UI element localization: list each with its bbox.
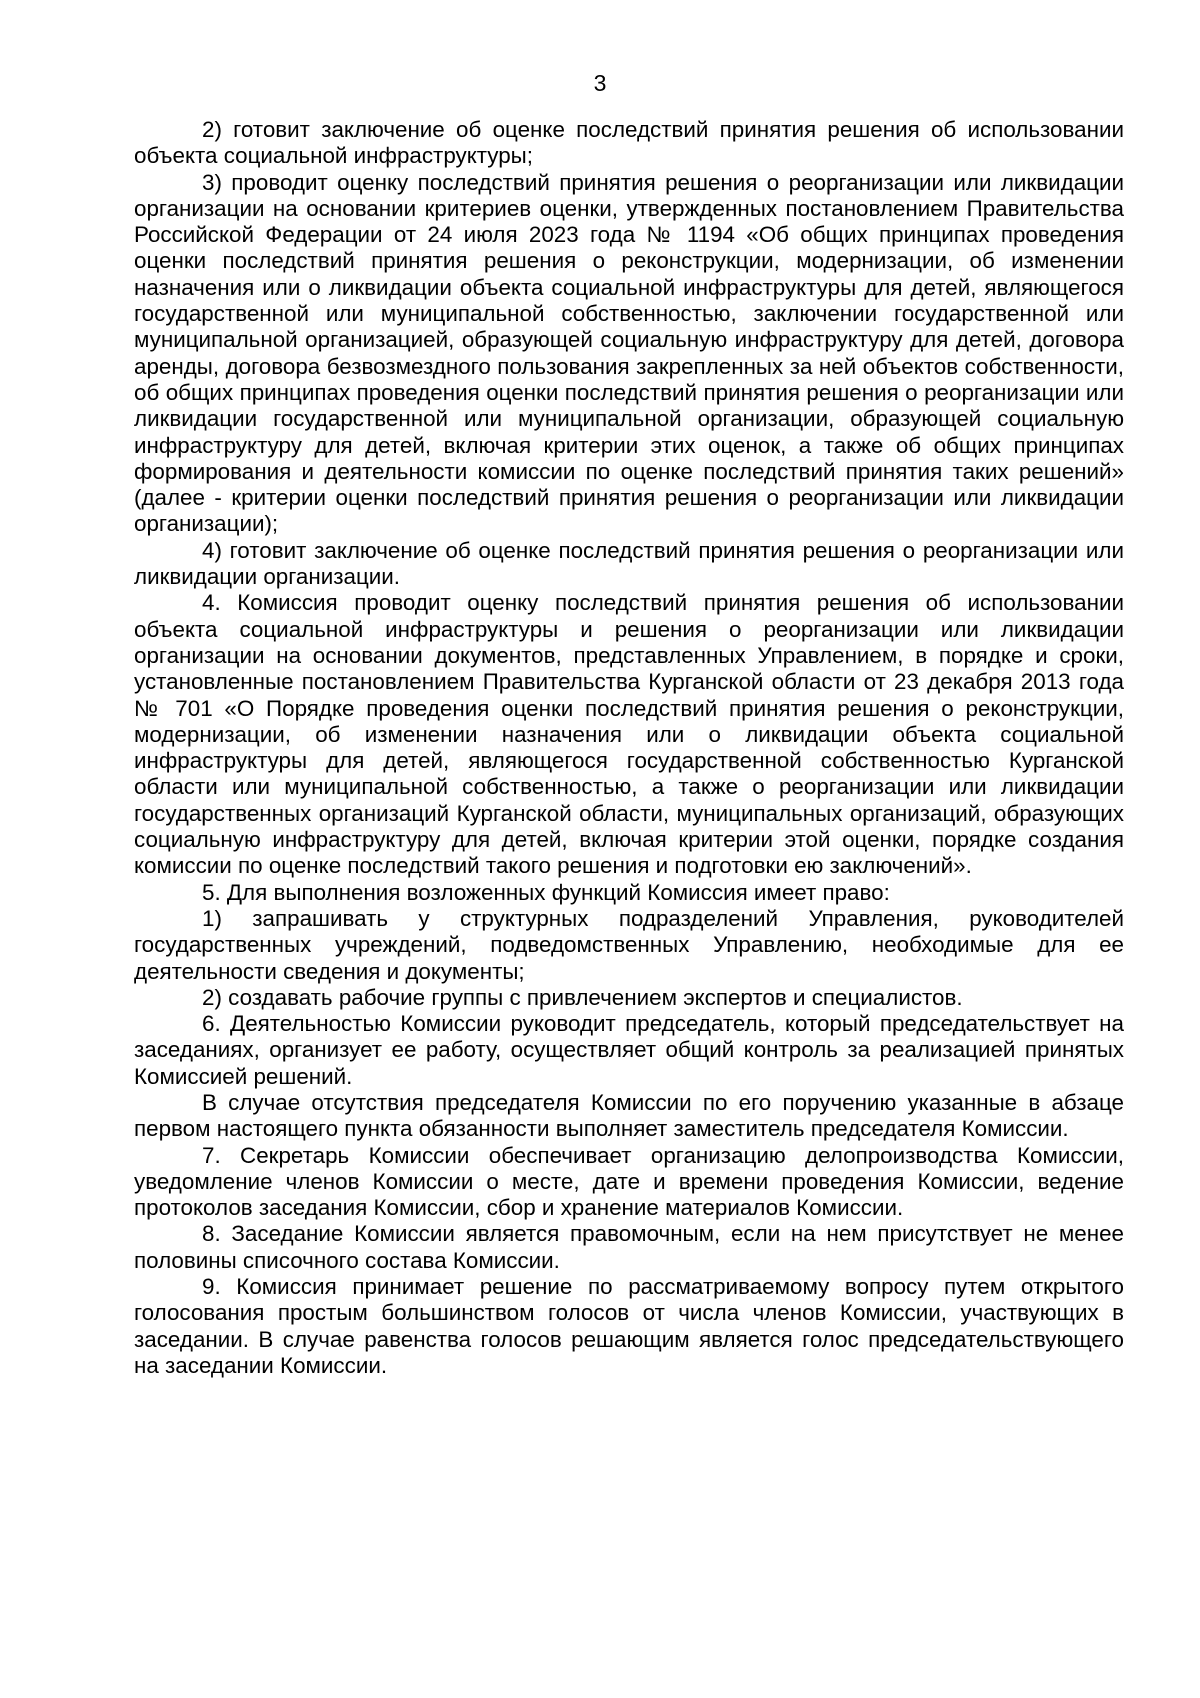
clause-9-voting: 9. Комиссия принимает решение по рассматриваемому вопросу путем открытого голосования простым большинством голосов от числа членов Комиссии, участвующих в заседании. В случае равенства голосов решающим является голос председательствующего на заседании Комиссии. bbox=[134, 1274, 1124, 1378]
clause-5-commission-rights: 5. Для выполнения возложенных функций Комиссия имеет право: bbox=[202, 879, 890, 905]
clause-5-right-2-working-groups: 2) создавать рабочие группы с привлечением экспертов и специалистов. bbox=[202, 984, 963, 1010]
paragraph-4-prepares-conclusion-reorganization: 4) готовит заключение об оценке последствий принятия решения о реорганизации или ликвидации организации. bbox=[134, 537, 1124, 590]
clause-5-right-1-request-documents: 1) запрашивать у структурных подразделений Управления, руководителей государственных учреждений, подведомственных Управлению, необходимые для ее деятельности сведения и документы; bbox=[134, 905, 1124, 984]
clause-8-quorum: 8. Заседание Комиссии является правомочным, если на нем присутствует не менее половины списочного состава Комиссии. bbox=[134, 1221, 1124, 1273]
document-body bbox=[134, 117, 1124, 1379]
clause-4-assessment-procedure: 4. Комиссия проводит оценку последствий принятия решения об использовании объекта социальной инфраструктуры и решения о реорганизации или ликвидации организации на основании документов, представленных Управлением, в порядке и сроки, установленные постановлением Правительства Курганской области от 23 декабря 2013 года № 701 «О Порядке проведения оценки последствий принятия решения о реконструкции, модернизации, об изменении назначения или о ликвидации объекта социальной инфраструктуры для детей, являющегося государственной собственностью Курганской области или муниципальной собственностью, а также о реорганизации или ликвидации государственных организаций Курганской области, муниципальных организаций, образующих социальную инфраструктуру для детей, включая критерии этой оценки, порядке создания комиссии по оценке последствий такого решения и подготовки ею заключений». bbox=[134, 590, 1124, 879]
clause-6-chairman: 6. Деятельностью Комиссии руководит председатель, который председательствует на заседаниях, организует ее работу, осуществляет общий контроль за реализацией принятых Комиссией решений. bbox=[134, 1011, 1124, 1089]
clause-7-secretary: 7. Секретарь Комиссии обеспечивает организацию делопроизводства Комиссии, уведомление членов Комиссии о месте, дате и времени проведения Комиссии, ведение протоколов заседания Комиссии, сбор и хранение материалов Комиссии. bbox=[134, 1142, 1124, 1221]
paragraph-2-prepares-conclusion-infrastructure: 2) готовит заключение об оценке последствий принятия решения об использовании объекта социальной инфраструктуры; bbox=[134, 117, 1124, 169]
paragraph-3-assessment-reorganization: 3) проводит оценку последствий принятия решения о реорганизации или ликвидации организации на основании критериев оценки, утвержденных постановлением Правительства Российской Федерации от 24 июля 2023 года № 1194 «Об общих принципах проведения оценки последствий принятия решения о реконструкции, модернизации, об изменении назначения или о ликвидации объекта социальной инфраструктуры для детей, являющегося государственной или муниципальной собственностью, заключении государственной или муниципальной организацией, образующей социальную инфраструктуру для детей, договора аренды, договора безвозмездного пользования закрепленных за ней объектов собственности, об общих принципах проведения оценки последствий принятия решения о реорганизации или ликвидации государственной или муниципальной организации, образующей социальную инфраструктуру для детей, включая критерии этих оценок, а также об общих принципах формирования и деятельности комиссии по оценке последствий принятия таких решений» (далее - критерии оценки последствий принятия решения о реорганизации или ликвидации организации); bbox=[134, 169, 1124, 537]
clause-6-deputy-chairman: В случае отсутствия председателя Комиссии по его поручению указанные в абзаце первом настоящего пункта обязанности выполняет заместитель председателя Комиссии. bbox=[134, 1089, 1124, 1142]
page-number: 3 bbox=[593, 70, 607, 96]
